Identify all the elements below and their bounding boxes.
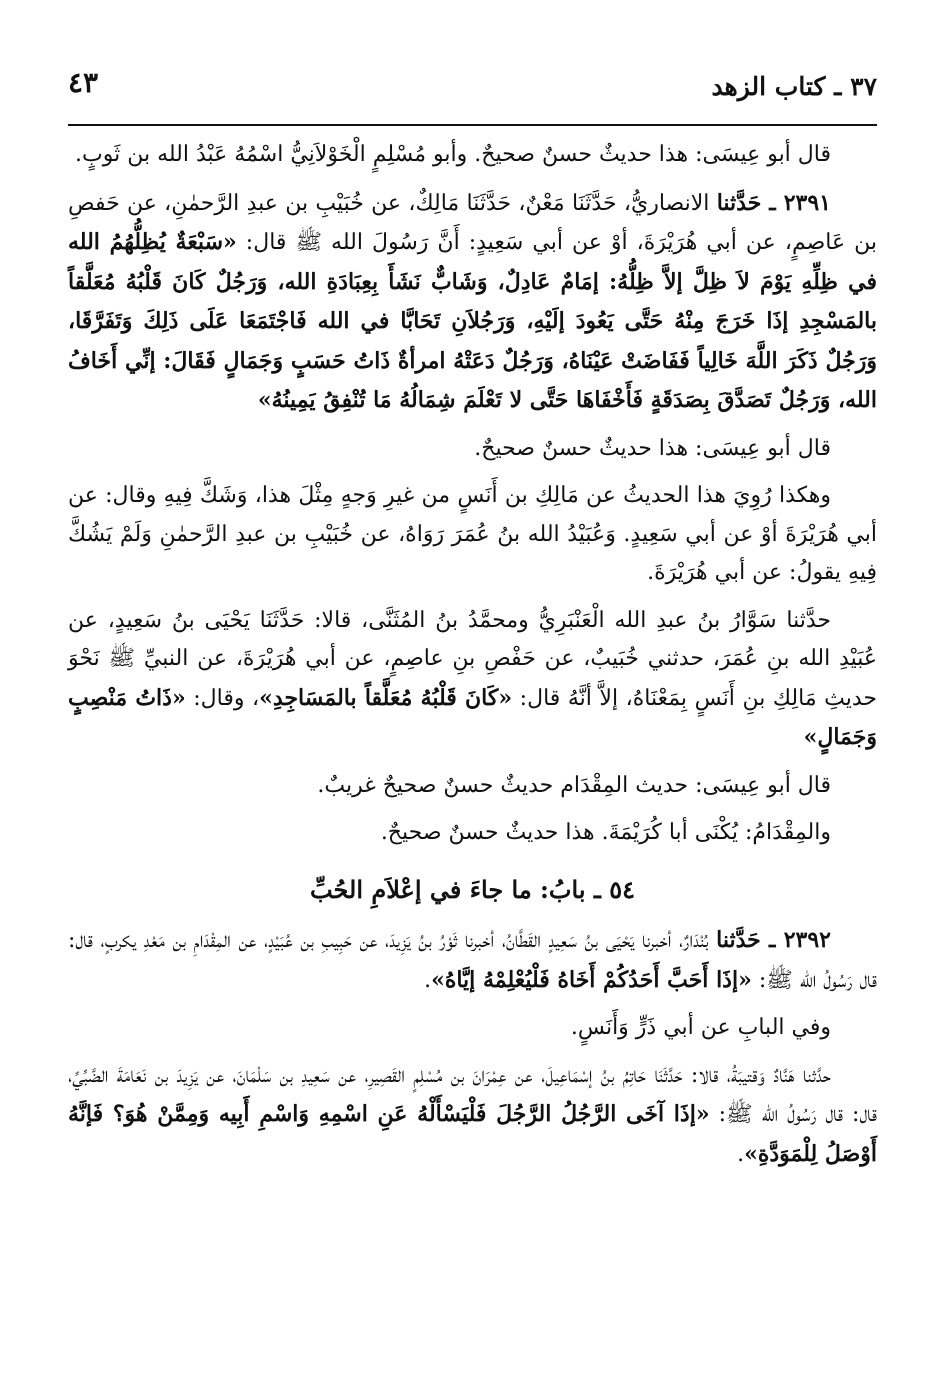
paragraph-text-continued: ، وقال: [185, 685, 260, 711]
header-rule [68, 124, 877, 126]
hadith-number: ٢٣٩٢ ـ حَدَّثنا [716, 927, 831, 953]
hadith-chain: بُنْدَارٌ، أخبرنا يَحْيَى بنُ سَعِيدٍ القَطَّانُ، أخبرنا ثَوْرُ بنُ يَزِيدَ، عن حَبِيبِ بن عُبَيْدٍ، عن المِقْدَامِ بن مَعْدِ يكربٍ، قال: قال رَسُولُ الله ﷺ: [68, 928, 877, 993]
paragraph-text: وفي البابِ عن أبي ذَرٍّ وَأَنَسٍ. [570, 1015, 831, 1040]
hadith-quote-2: «ذَاتُ مَنْصِبٍ وَجَمَالٍ» [68, 684, 877, 750]
paragraph-text: قال أبو عِيسَى: حديث المِقْدَام حديثٌ حسنٌ صحيحٌ غريبٌ. [317, 772, 831, 798]
chapter-title: ٣٧ ـ كتاب الزهد [711, 72, 877, 101]
paragraph-10 [68, 1009, 877, 1048]
hadith-2392 [68, 921, 877, 1000]
paragraph-6 [68, 767, 877, 806]
paragraph-text: والمِقْدَامُ: يُكْنَى أبا كُرَيْمَةَ. هذا حديثٌ حسنٌ صحيحٌ. [380, 820, 831, 845]
hadith-matn: «إذَا آخَى الرَّجُلُ الرَّجُلَ فَلْيَسْأَلْهُ عَنِ اسْمِهِ وَاسْمِ أَبِيه وَمِمَّنْ هُوَ؟ فَإنَّهُ أَوْصَلُ لِلْمَوَدَّةِ» [68, 1101, 877, 1167]
hadith-quote: «كَانَ قَلْبُهُ مُعَلَّقاً بالمَسَاجِدِ» [259, 684, 513, 711]
paragraph-text-continued: . [424, 967, 432, 993]
page-number: ٤٣ [68, 66, 99, 99]
paragraph-11 [68, 1057, 877, 1175]
paragraph-text: قال أبو عِيسَى: هذا حديثٌ حسنٌ صحيحٌ. وأبو مُسْلِمٍ الْخَوْلاَنِيُّ اسْمُهُ عَبْدُ الله بن ثَوبٍ. [75, 142, 831, 167]
paragraph-5 [68, 602, 877, 758]
page-body [68, 136, 877, 1183]
paragraph-3 [68, 430, 877, 469]
paragraph-text: وهكذا رُوِيَ هذا الحديثُ عن مَالِكِ بن أَنَسٍ من غيرِ وَجهٍ مِثْلَ هذا، وَشَكَّ فِيهِ وقال: عن أبي هُرَيْرَةَ أوْ عن أبي سَعِيدٍ. وَعُبَيْدُ الله بنُ عُمَرَ رَوَاهُ، عن خُبَيْبِ بن عبدِ الرَّحمٰنِ وَلَمْ يَشُكَّ فِيهِ يقولُ: عن أبي هُرَيْرَةَ. [68, 483, 877, 585]
paragraph-text: حدَّثنا هَنَّادٌ وَقتيبَةُ، قالا: حَدَّثَنَا حَاتِمُ بنُ إسْمَاعِيلَ، عن عِمْرَانَ بن مُسْلِمٍ القَصِيرِ، عن سَعِيدِ بن سَلْمَانَ، عن يَزِيدَ بن نَعَامَةَ الضَّبِّيِّ، قال: قال رَسُولُ الله ﷺ: [68, 1062, 877, 1127]
hadith-2391 [68, 184, 877, 421]
section-heading: ٥٤ ـ بابُ: ما جاءَ في إعْلاَمِ الحُبِّ [309, 874, 636, 904]
hadith-matn: «إذَا أَحَبَّ أَحَدُكُمْ أَخَاهُ فَلْيُعْلِمْهُ إيَّاهُ» [431, 966, 752, 993]
paragraph-1 [68, 136, 877, 175]
hadith-matn: «سَبْعَةٌ يُظِلُّهُمُ الله في ظِلِّهِ يَوْمَ لاَ ظِلَّ إلاَّ ظِلُّهُ: إمَامٌ عَادِلٌ، وَشَابٌّ نَشَأَ بِعِبَادَةِ الله، وَرَجُلٌ كَانَ قَلْبُهُ مُعَلَّقاً بالمَسْجِدِ إذَا خَرَجَ مِنْهُ حَتَّى يَعُودَ إلَيْهِ، وَرَجُلاَنِ تَحَابَّا في الله فَاجْتَمَعَا عَلَى ذَلِكَ وَتَفَرَّقَا، وَرَجُلٌ ذَكَرَ اللَّهَ خَالِياً فَفَاضَتْ عَيْنَاهُ، وَرَجُلٌ دَعَتْهُ امرأةٌ ذَاتُ حَسَبٍ وَجَمَالٍ فَقَالَ: إنِّي أَخَافُ الله، وَرَجُلٌ تَصَدَّقَ بِصَدَقَةٍ فَأَخْفَاهَا حَتَّى لا تَعْلَمَ شِمَالُهُ مَا تُنْفِقُ يَمِينُهُ» [68, 229, 877, 413]
paragraph-7 [68, 814, 877, 853]
paragraph-text: حدَّثنا سَوَّارُ بنُ عبدِ الله الْعَنْبَرِيُّ ومحمَّدُ بنُ المُثَنَّى، قالا: حَدَّثَنَا يَحْيَى بنُ سَعِيدٍ، عن عُبَيْدِ الله بنِ عُمَرَ، حدثني خُبَيبٌ، عن حَفْصِ بنِ عاصِمٍ، عن أبي هُرَيْرَةَ، عن النبيِّ ﷺ نَحْوَ حديثِ مَالِكِ بنِ أَنَسٍ بِمَعْنَاهُ، إلاَّ أنَّهُ قال: [68, 607, 878, 711]
paragraph-text-continued: . [737, 1141, 745, 1167]
hadith-number: ٢٣٩١ ـ حَدَّثنا [716, 189, 831, 216]
paragraph-text: قال أبو عِيسَى: هذا حديثٌ حسنٌ صحيحٌ. [474, 435, 831, 461]
page-header [68, 62, 877, 112]
paragraph-4 [68, 477, 877, 593]
hadith-chain: الانصاريُّ، حَدَّثَنَا مَعْنٌ، حَدَّثَنَا مَالِكٌ، عن خُبَيْبِ بن عبدِ الرَّحمٰنِ، عن حَفصِ بن عَاصِمٍ، عن أبي هُرَيْرَةَ، أوْ عن أبي سَعِيدٍ: أَنَّ رَسُولَ الله ﷺ قال: [68, 190, 877, 255]
